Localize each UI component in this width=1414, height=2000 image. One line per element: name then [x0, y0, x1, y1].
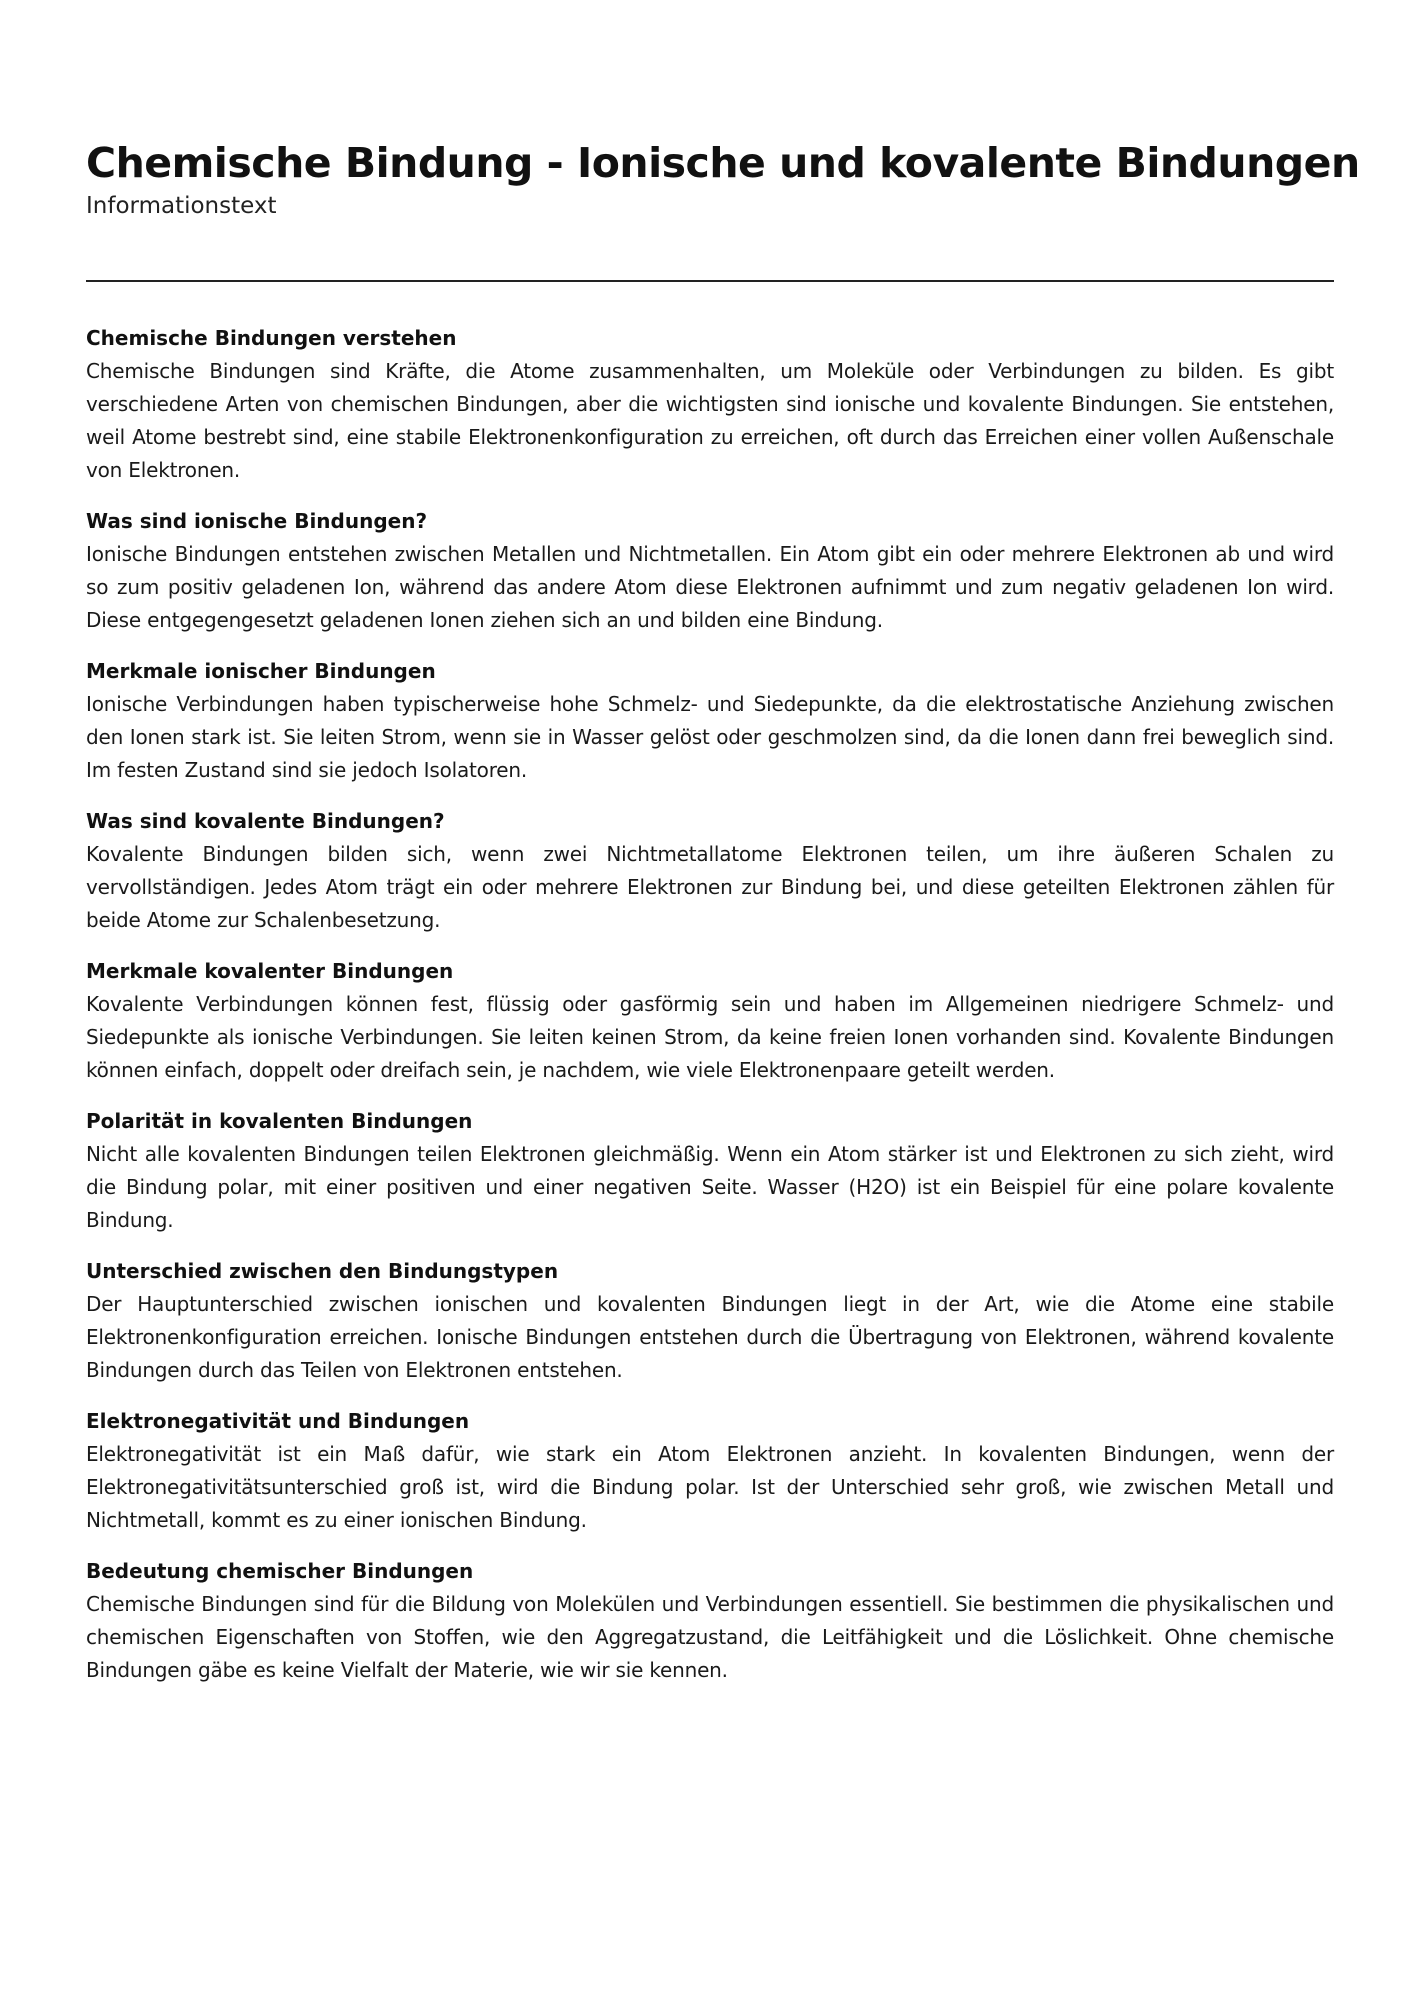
title-divider	[86, 280, 1334, 282]
section-heading: Chemische Bindungen verstehen	[86, 326, 457, 350]
section-body: Chemische Bindungen sind Kräfte, die Atome zusammenhalten, um Moleküle oder Verbindungen zu bilden. Es gibt verschiedene Arten von chemischen Bindungen, aber die wichtigsten sind ionische und kovalente Bindungen. Sie entstehen, weil Atome bestrebt sind, eine stabile Elektronenkonfiguration zu erreichen, oft durch das Erreichen einer vollen Außenschale von Elektronen.	[86, 359, 1334, 482]
section-heading: Was sind kovalente Bindungen?	[86, 809, 445, 833]
section-body: Der Hauptunterschied zwischen ionischen und kovalenten Bindungen liegt in der Art, wie die Atome eine stabile Elektronenkonfiguration erreichen. Ionische Bindungen entstehen durch die Übertragung von Elektronen, während kovalente Bindungen durch das Teilen von Elektronen entstehen.	[86, 1292, 1334, 1382]
section-body: Kovalente Verbindungen können fest, flüssig oder gasförmig sein und haben im Allgemeinen niedrigere Schmelz- und Siedepunkte als ionische Verbindungen. Sie leiten keinen Strom, da keine freien Ionen vorhanden sind. Kovalente Bindungen können einfach, doppelt oder dreifach sein, je nachdem, wie viele Elektronenpaare geteilt werden.	[86, 992, 1334, 1082]
document-page	[86, 136, 1360, 1705]
section-body: Ionische Verbindungen haben typischerweise hohe Schmelz- und Siedepunkte, da die elektrostatische Anziehung zwischen den Ionen stark ist. Sie leiten Strom, wenn sie in Wasser gelöst oder geschmolzen sind, da die Ionen dann frei beweglich sind. Im festen Zustand sind sie jedoch Isolatoren.	[86, 692, 1334, 782]
section-merkmale-kovalenter-bindungen	[86, 955, 1334, 1087]
section-heading: Unterschied zwischen den Bindungstypen	[86, 1259, 559, 1283]
sections-container	[86, 322, 1334, 1687]
section-bedeutung	[86, 1555, 1334, 1687]
section-heading: Polarität in kovalenten Bindungen	[86, 1109, 473, 1133]
section-unterschied-bindungstypen	[86, 1255, 1334, 1387]
section-body: Kovalente Bindungen bilden sich, wenn zwei Nichtmetallatome Elektronen teilen, um ihre äußeren Schalen zu vervollständigen. Jedes Atom trägt ein oder mehrere Elektronen zur Bindung bei, und diese geteilten Elektronen zählen für beide Atome zur Schalenbesetzung.	[86, 842, 1334, 932]
section-heading: Merkmale ionischer Bindungen	[86, 659, 436, 683]
section-body: Chemische Bindungen sind für die Bildung von Molekülen und Verbindungen essentiell. Sie bestimmen die physikalischen und chemischen Eigenschaften von Stoffen, wie den Aggregatzustand, die Leitfähigkeit und die Löslichkeit. Ohne chemische Bindungen gäbe es keine Vielfalt der Materie, wie wir sie kennen.	[86, 1592, 1334, 1682]
document-subtitle: Informationstext	[86, 193, 277, 219]
document-title: Chemische Bindung - Ionische und kovalente Bindungen	[86, 139, 1360, 187]
section-heading: Elektronegativität und Bindungen	[86, 1409, 470, 1433]
section-heading: Was sind ionische Bindungen?	[86, 509, 428, 533]
section-body: Elektronegativität ist ein Maß dafür, wie stark ein Atom Elektronen anzieht. In kovalenten Bindungen, wenn der Elektronegativitätsunterschied groß ist, wird die Bindung polar. Ist der Unterschied sehr groß, wie zwischen Metall und Nichtmetall, kommt es zu einer ionischen Bindung.	[86, 1442, 1334, 1532]
section-merkmale-ionischer-bindungen	[86, 655, 1334, 787]
section-body: Nicht alle kovalenten Bindungen teilen Elektronen gleichmäßig. Wenn ein Atom stärker ist und Elektronen zu sich zieht, wird die Bindung polar, mit einer positiven und einer negativen Seite. Wasser (H2O) ist ein Beispiel für eine polare kovalente Bindung.	[86, 1142, 1334, 1232]
section-heading: Merkmale kovalenter Bindungen	[86, 959, 454, 983]
section-elektronegativitaet	[86, 1405, 1334, 1537]
section-polaritaet	[86, 1105, 1334, 1237]
section-body: Ionische Bindungen entstehen zwischen Metallen und Nichtmetallen. Ein Atom gibt ein oder mehrere Elektronen ab und wird so zum positiv geladenen Ion, während das andere Atom diese Elektronen aufnimmt und zum negativ geladenen Ion wird. Diese entgegengesetzt geladenen Ionen ziehen sich an und bilden eine Bindung.	[86, 542, 1334, 632]
section-chemische-bindungen-verstehen	[86, 322, 1334, 487]
section-heading: Bedeutung chemischer Bindungen	[86, 1559, 474, 1583]
section-kovalente-bindungen	[86, 805, 1334, 937]
section-ionische-bindungen	[86, 505, 1334, 637]
